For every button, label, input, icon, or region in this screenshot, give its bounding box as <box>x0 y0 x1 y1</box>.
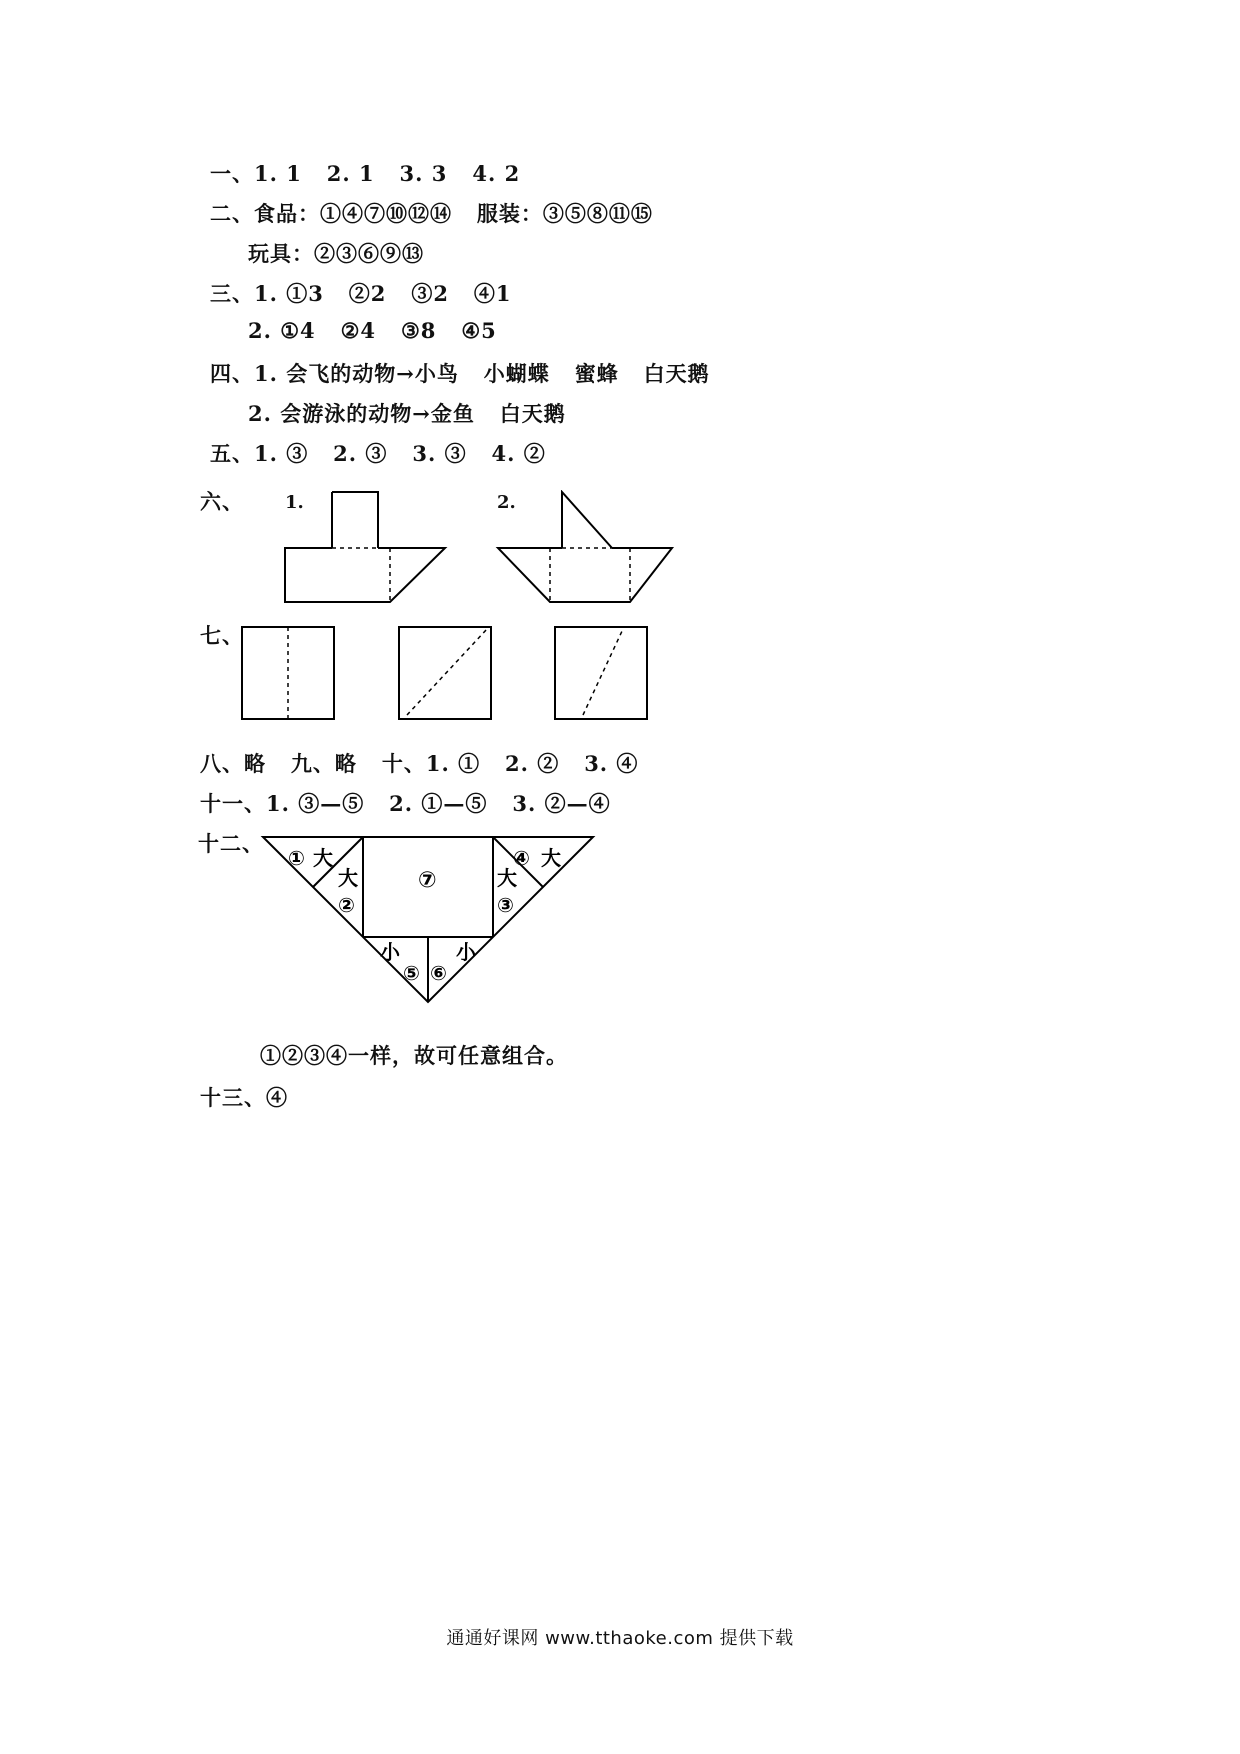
q6-figure1-boat <box>270 490 450 610</box>
answer-q3-part1: 三、1. ①3 ②2 ③2 ④1 <box>210 281 512 306</box>
piece-1-size: 大 <box>313 846 333 870</box>
piece-3-size: 大 <box>497 866 517 890</box>
q7-square1-vertical-fold <box>240 625 340 725</box>
answer-q4-part1: 四、1. 会飞的动物→小鸟 小蝴蝶 蜜蜂 白天鹅 <box>210 361 710 386</box>
answer-q3-part2: 2. ①4 ②4 ③8 ④5 <box>248 318 497 343</box>
answer-q11: 十一、1. ③—⑤ 2. ①—⑤ 3. ②—④ <box>200 791 611 816</box>
piece-3-number: ③ <box>497 893 514 917</box>
answer-q1: 一、1. 1 2. 1 3. 3 4. 2 <box>210 161 521 186</box>
footer-source: 通通好课网 www.tthaoke.com 提供下载 <box>446 1628 794 1649</box>
q6-figure2-sailboat <box>490 490 680 610</box>
piece-5-number: ⑤ <box>403 961 420 985</box>
q7-label: 七、 <box>200 623 244 648</box>
piece-4-size: 大 <box>541 846 561 870</box>
answer-q5: 五、1. ③ 2. ③ 3. ③ 4. ② <box>210 441 546 466</box>
piece-6-size: 小 <box>456 940 476 964</box>
answer-q4-part2: 2. 会游泳的动物→金鱼 白天鹅 <box>248 401 566 426</box>
piece-5-size: 小 <box>380 940 400 964</box>
piece-2-size: 大 <box>338 866 358 890</box>
piece-7-number: ⑦ <box>418 868 437 893</box>
answer-q2-toys: 玩具：②③⑥⑨⑬ <box>248 241 424 266</box>
answer-q8-to-q10: 八、略 九、略 十、1. ① 2. ② 3. ④ <box>200 751 639 776</box>
piece-2-number: ② <box>338 893 355 917</box>
q12-tangram-triangle <box>258 832 598 1012</box>
q6-figure1-label: 1. <box>285 492 304 513</box>
answer-q2-food-clothing: 二、食品：①④⑦⑩⑫⑭ 服装：③⑤⑧⑪⑮ <box>210 201 653 226</box>
q12-label: 十二、 <box>198 831 264 856</box>
piece-1-number: ① <box>288 846 305 870</box>
q7-square3-slanted-fold <box>553 625 653 725</box>
piece-6-number: ⑥ <box>430 961 447 985</box>
q7-square2-diagonal-fold <box>397 625 497 725</box>
q6-figure2-label: 2. <box>497 492 516 513</box>
piece-4-number: ④ <box>513 846 530 870</box>
answer-q13: 十三、④ <box>200 1085 288 1110</box>
q6-label: 六、 <box>200 489 244 514</box>
answer-q12-note: ①②③④一样，故可任意组合。 <box>260 1043 568 1068</box>
